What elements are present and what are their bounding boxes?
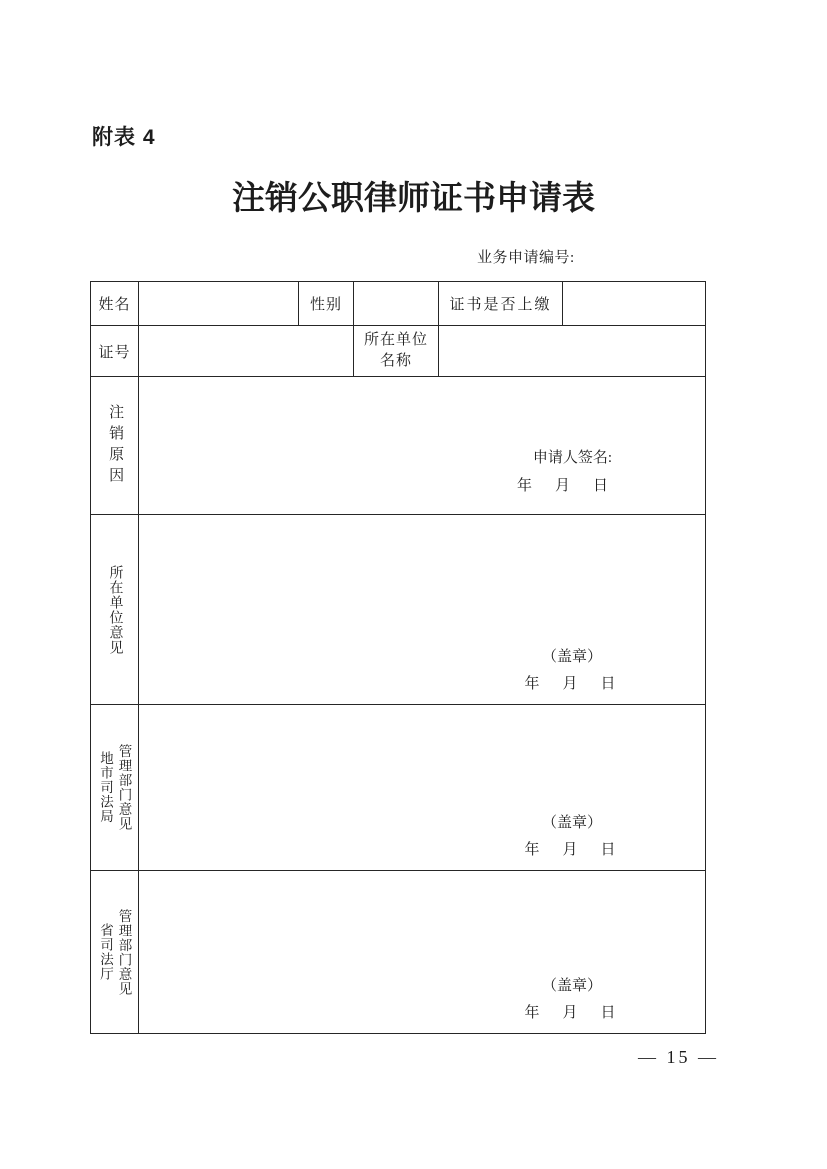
management-dept-opinion-label-text: 管理部门意见 [116,908,132,996]
name-label: 姓名 [91,282,139,326]
cancellation-reason-label [91,377,139,515]
date-label: 年 月 日 [524,842,620,858]
provincial-dept-opinion-cell[interactable] [139,871,706,1034]
name-input-cell[interactable] [139,282,299,326]
certificate-returned-input-cell[interactable] [563,282,706,326]
page-title: 注销公职律师证书申请表 [232,181,595,217]
gender-label: 性别 [299,282,354,326]
seal-label: （盖章） [541,978,602,994]
city-bureau-opinion-label [91,705,139,871]
date-label: 年 月 日 [524,1005,620,1021]
provincial-seal-block [482,973,662,1027]
cancellation-reason-label-text: 注销原因 [107,403,124,488]
applicant-signature-block [517,444,612,500]
table-row [91,326,706,377]
unit-seal-block [482,644,662,698]
unit-name-label-line1: 所在单位 [363,332,428,348]
table-row [91,282,706,326]
seal-label: （盖章） [541,815,602,831]
date-label: 年 月 日 [524,676,620,692]
application-number-label: 业务申请编号: [477,250,575,266]
table-row [91,705,706,871]
date-label: 年 月 日 [516,478,612,494]
city-bureau-opinion-cell[interactable] [139,705,706,871]
unit-name-input-cell[interactable] [439,326,706,377]
table-row [91,377,706,515]
table-row [91,871,706,1034]
unit-opinion-cell[interactable] [139,515,706,705]
annex-label: 附表 4 [92,126,156,149]
provincial-dept-opinion-label [91,871,139,1034]
unit-name-label [354,326,439,377]
page-number: — 15 — [638,1047,719,1067]
certificate-no-input-cell[interactable] [139,326,354,377]
unit-opinion-label [91,515,139,705]
gender-input-cell[interactable] [354,282,439,326]
cancellation-reason-cell[interactable] [139,377,706,515]
city-bureau-seal-block [482,810,662,864]
city-bureau-label-text: 地市司法局 [98,751,113,824]
unit-opinion-label-text: 所在单位意见 [107,564,123,655]
certificate-no-label: 证号 [91,326,139,377]
table-row [91,515,706,705]
certificate-returned-label: 证书是否上缴 [439,282,563,326]
unit-name-label-line2: 名称 [379,353,412,369]
application-form-table [90,281,706,1034]
management-dept-opinion-label-text: 管理部门意见 [116,744,132,831]
applicant-signature-label: 申请人签名: [532,450,612,466]
provincial-dept-label-text: 省司法厅 [98,923,113,981]
seal-label: （盖章） [541,649,602,665]
